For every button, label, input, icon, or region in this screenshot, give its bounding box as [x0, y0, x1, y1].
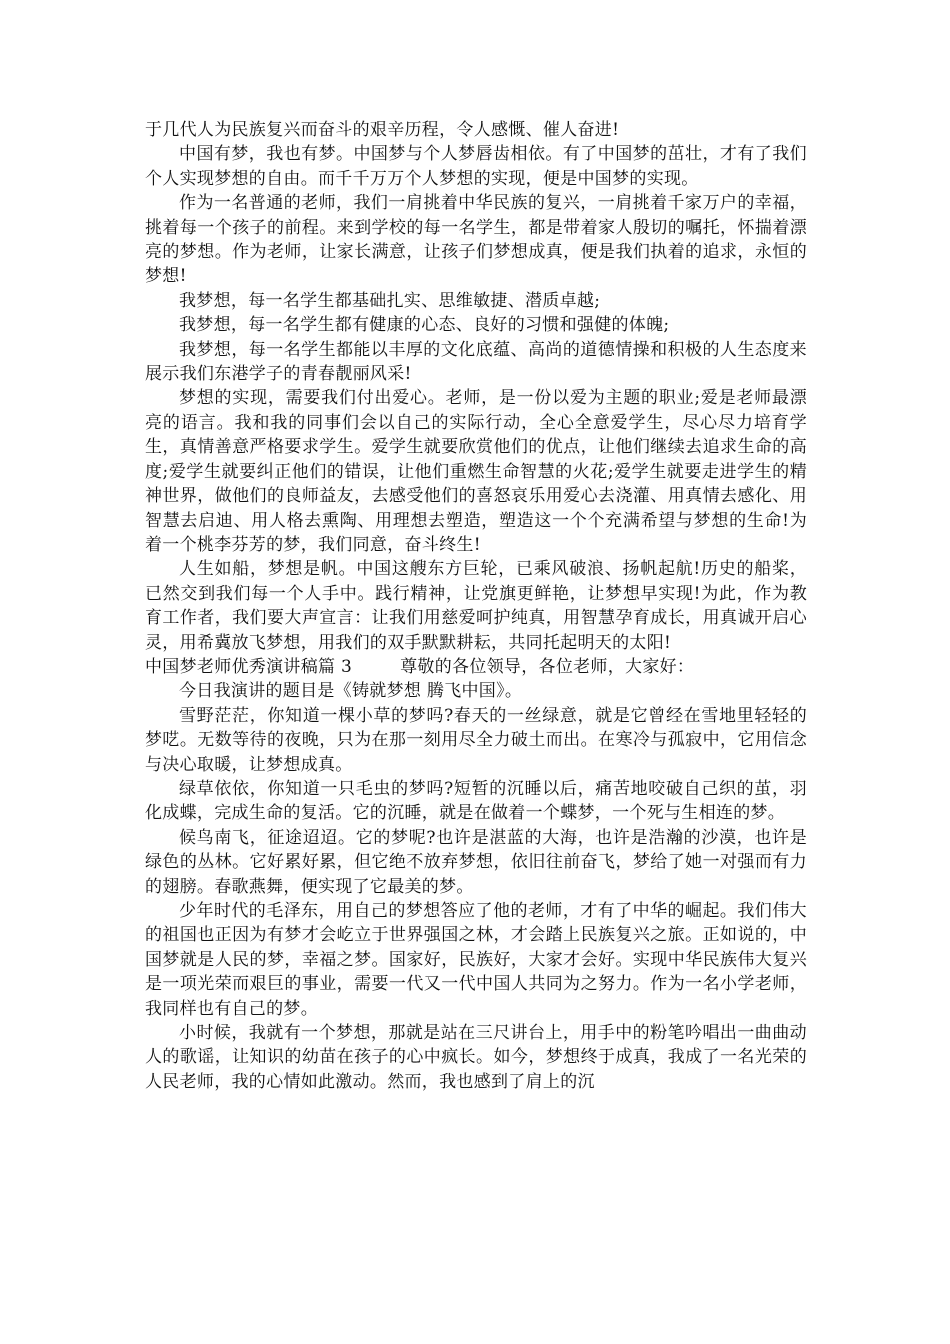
paragraph: 雪野茫茫，你知道一棵小草的梦吗?春天的一丝绿意，就是它曾经在雪地里轻轻的梦呓。无数等待的夜晚，只为在那一刻用尽全力破土而出。在寒冷与孤寂中，它用信念与决心取暖，让梦想成真。 — [145, 705, 807, 775]
paragraph: 于几代人为民族复兴而奋斗的艰辛历程，令人感慨、催人奋进! — [145, 120, 620, 140]
paragraph: 我梦想，每一名学生都有健康的心态、良好的习惯和强健的体魄; — [179, 315, 670, 336]
paragraph: 作为一名普通的老师，我们一肩挑着中华民族的复兴，一肩挑着千家万户的幸福，挑着每一个孩子的前程。来到学校的每一名学生，都是带着家人殷切的嘱托，怀揣着漂亮的梦想。作为老师，让家长满意，让孩子们梦想成真，便是我们执着的追求，永恒的梦想! — [145, 193, 807, 287]
paragraph: 我梦想，每一名学生都能以丰厚的文化底蕴、高尚的道德情操和积极的人生态度来展示我们东港学子的青春靓丽风采! — [145, 339, 807, 385]
paragraph: 人生如船，梦想是帆。中国这艘东方巨轮，已乘风破浪、扬帆起航!历史的船桨，已然交到我们每一个人手中。践行精神，让党旗更鲜艳，让梦想早实现!为此，作为教育工作者，我们要大声宣言：让我们用慈爱呵护纯真，用智慧孕育成长，用真诚开启心灵，用希冀放飞梦想，用我们的双手默默耕耘，共同托起明天的太阳! — [145, 559, 807, 653]
paragraph: 中国有梦，我也有梦。中国梦与个人梦唇齿相依。有了中国梦的茁壮，才有了我们个人实现梦想的自由。而千千万万个人梦想的实现，便是中国梦的实现。 — [145, 144, 807, 189]
paragraph: 今日我演讲的题目是《铸就梦想 腾飞中国》。 — [179, 681, 523, 702]
section-title: 中国梦老师优秀演讲稿篇 3 — [145, 656, 353, 677]
paragraph: 绿草依依，你知道一只毛虫的梦吗?短暂的沉睡以后，痛苦地咬破自己织的茧，羽化成蝶，完成生命的复活。它的沉睡，就是在做着一个蝶梦，一个死与生相连的梦。 — [145, 778, 807, 824]
section-heading — [145, 655, 807, 679]
speech-greeting: 尊敬的各位领导，各位老师，大家好： — [400, 656, 695, 677]
paragraph: 梦想的实现，需要我们付出爱心。老师，是一份以爱为主题的职业;爱是老师最漂亮的语言。我和我的同事们会以自己的实际行动，全心全意爱学生，尽心尽力培育学生，真情善意严格要求学生。爱学生就要欣赏他们的优点，让他们继续去追求生命的高度;爱学生就要纠正他们的错误，让他们重燃生命智慧的火花;爱学生就要走进学生的精神世界，做他们的良师益友，去感受他们的喜怒哀乐用爱心去浇灌、用真情去感化、用智慧去启迪、用人格去熏陶、用理想去塑造，塑造这一个个充满希望与梦想的生命!为着一个桃李芬芳的梦，我们同意，奋斗终生! — [145, 388, 807, 555]
paragraph: 小时候，我就有一个梦想，那就是站在三尺讲台上，用手中的粉笔吟唱出一曲曲动人的歌谣，让知识的幼苗在孩子的心中疯长。如今，梦想终于成真，我成了一名光荣的人民老师，我的心情如此激动。然而，我也感到了肩上的沉 — [145, 1023, 807, 1092]
paragraph: 我梦想，每一名学生都基础扎实、思维敏捷、潜质卓越; — [179, 290, 601, 311]
paragraph: 少年时代的毛泽东，用自己的梦想答应了他的老师，才有了中华的崛起。我们伟大的祖国也正因为有梦才会屹立于世界强国之林，才会踏上民族复兴之旅。正如说的，中国梦就是人民的梦，幸福之梦。国家好，民族好，大家才会好。实现中华民族伟大复兴是一项光荣而艰巨的事业，需要一代又一代中国人共同为之努力。作为一名小学老师，我同样也有自己的梦。 — [145, 901, 807, 1019]
document-page — [145, 118, 807, 1094]
paragraph: 候鸟南飞，征途迢迢。它的梦呢?也许是湛蓝的大海，也许是浩瀚的沙漠，也许是绿色的丛林。它好累好累，但它绝不放弃梦想，依旧往前奋飞，梦给了她一对强而有力的翅膀。春歌燕舞，便实现了它最美的梦。 — [145, 827, 807, 897]
